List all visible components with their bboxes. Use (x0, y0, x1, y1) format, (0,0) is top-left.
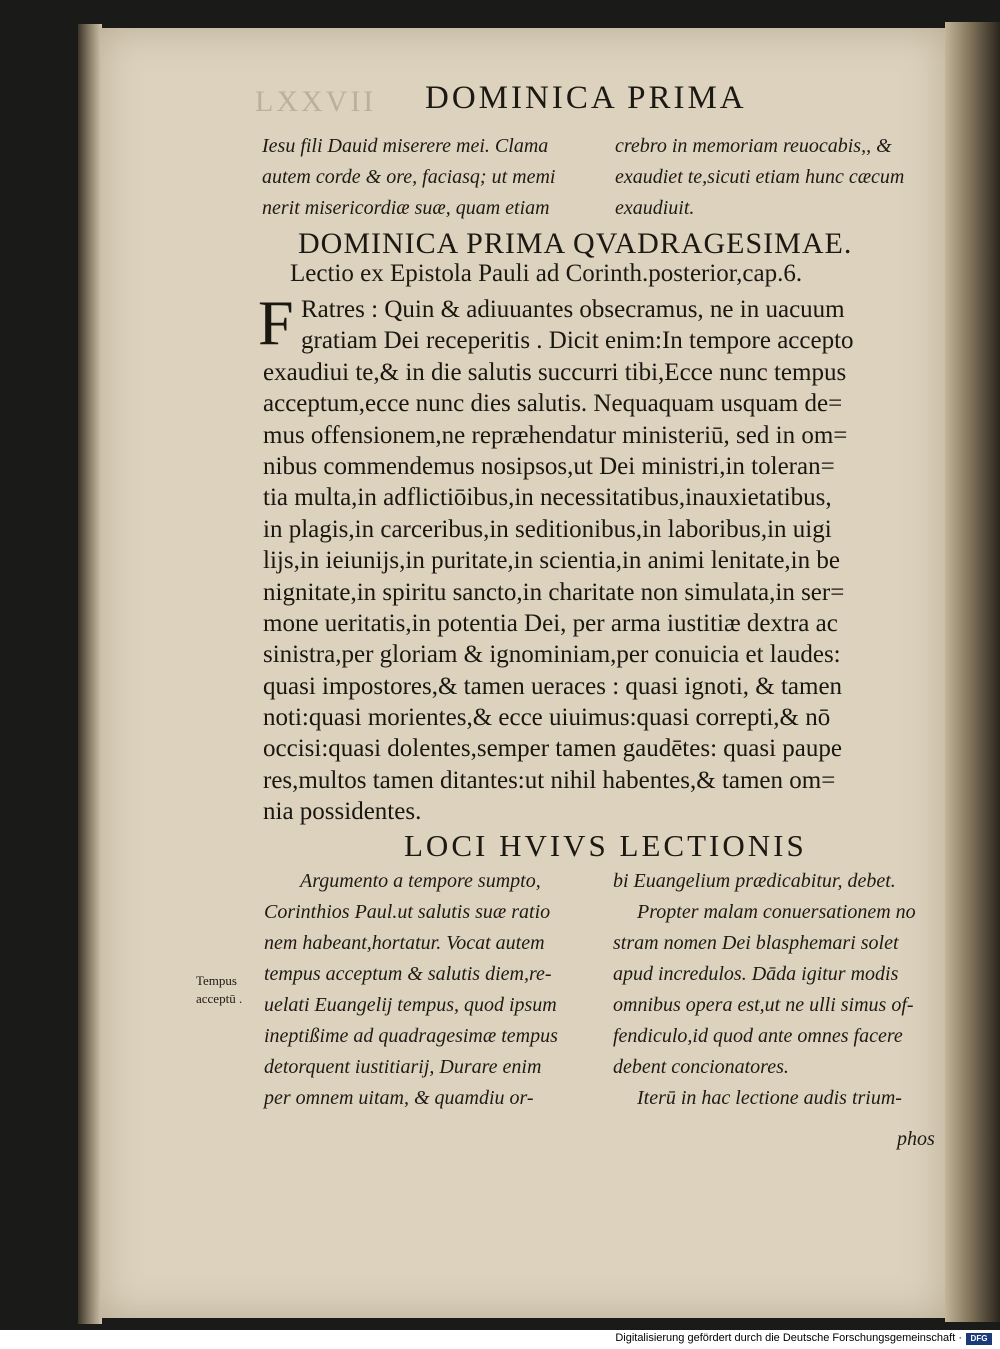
text-line: nia possidentes. (263, 798, 422, 826)
running-head: DOMINICA PRIMA (425, 80, 747, 116)
text-line: Argumento a tempore sumpto, (300, 870, 541, 892)
text-line: Iterū in hac lectione audis trium- (637, 1087, 902, 1109)
top-right-column (615, 131, 904, 224)
margin-note-line: Tempus (196, 973, 237, 988)
text-line: nibus commendemus nosipsos,ut Dei ministri,in toleran= (263, 452, 835, 480)
text-line: Propter malam conuersationem no (637, 901, 916, 923)
catchword: phos (897, 1128, 935, 1150)
drop-initial: F (258, 287, 294, 358)
book-gutter (78, 24, 102, 1324)
footer-credit: Digitalisierung gefördert durch die Deutsche Forschungsgemeinschaft · (615, 1332, 962, 1344)
text-line: debent concionatores. (613, 1056, 789, 1078)
text-line: mone ueritatis,in potentia Dei, per arma iustitiæ dextra ac (263, 609, 838, 637)
text-line: stram nomen Dei blasphemari solet (613, 932, 899, 954)
section-title: DOMINICA PRIMA QVADRAGESIMAE. (298, 227, 853, 260)
text-line: tia multa,in adflictiōibus,in necessitatibus,inauxietatibus, (263, 484, 832, 512)
text-line: mus offensionem,ne repræhendatur ministeriū, sed in om= (263, 421, 848, 449)
loci-right-column (613, 866, 916, 1114)
text-line: bi Euangelium prædicabitur, debet. (613, 870, 896, 892)
dfg-logo: DFG (966, 1333, 992, 1345)
text-line: omnibus opera est,ut ne ulli simus of- (613, 994, 914, 1016)
text-line: noti:quasi morientes,& ecce uiuimus:quasi correpti,& nō (263, 704, 831, 732)
text-line: apud incredulos. Dāda igitur modis (613, 963, 899, 985)
text-line: fendiculo,id quod ante omnes facere (613, 1025, 903, 1047)
text-line: lijs,in ieiunijs,in puritate,in scientia,in animi lenitate,in be (263, 547, 840, 575)
loci-left-column (264, 866, 558, 1114)
lesson-caption: Lectio ex Epistola Pauli ad Corinth.posterior,cap.6. (290, 260, 803, 287)
text-line: nem habeant,hortatur. Vocat autem (264, 932, 545, 954)
text-line: tempus acceptum & salutis diem,re- (264, 963, 552, 985)
margin-note (196, 972, 242, 1008)
text-line: per omnem uitam, & quamdiu or- (264, 1087, 534, 1109)
page-edge (945, 22, 1000, 1322)
text-line: sinistra,per gloriam & ignominiam,per conuicia et laudes: (263, 641, 841, 669)
text-line: in plagis,in carceribus,in seditionibus,in laboribus,in uigi (263, 515, 832, 543)
loci-title: LOCI HVIVS LECTIONIS (404, 828, 807, 863)
text-line: Corinthios Paul.ut salutis suæ ratio (264, 901, 551, 923)
epistle-text (263, 294, 953, 828)
text-line: nignitate,in spiritu sancto,in charitate non simulata,in ser= (263, 578, 845, 606)
text-line: autem corde & ore, faciasq; ut memi (262, 166, 556, 188)
text-line: exaudiui te,& in die salutis succurri tibi,Ecce nunc tempus (263, 358, 847, 386)
text-line: ineptißime ad quadragesimæ tempus (264, 1025, 558, 1047)
text-line: Ratres : Quin & adiuuantes obsecramus, ne in uacuum (301, 296, 845, 323)
text-line: detorquent iustitiarij, Durare enim (264, 1056, 542, 1078)
text-line: Iesu fili Dauid miserere mei. Clama (262, 135, 549, 157)
text-line: crebro in memoriam reuocabis,, & (615, 135, 892, 157)
text-line: acceptum,ecce nunc dies salutis. Nequaquam usquam de= (263, 390, 843, 418)
text-line: gratiam Dei receperitis . Dicit enim:In tempore accepto (301, 327, 854, 355)
text-line: exaudiuit. (615, 197, 695, 219)
text-line: uelati Euangelij tempus, quod ipsum (264, 994, 557, 1016)
text-line: quasi impostores,& tamen ueraces : quasi ignoti, & tamen (263, 672, 843, 700)
show-through-text: LXXVII (255, 85, 377, 118)
margin-note-line: acceptū . (196, 991, 243, 1006)
text-line: res,multos tamen ditantes:ut nihil habentes,& tamen om= (263, 766, 836, 794)
top-left-column (262, 131, 555, 224)
text-line: exaudiet te,sicuti etiam hunc cæcum (615, 166, 905, 188)
text-line: nerit misericordiæ suæ, quam etiam (262, 197, 550, 219)
text-line: occisi:quasi dolentes,semper tamen gaudētes: quasi paupe (263, 735, 842, 763)
